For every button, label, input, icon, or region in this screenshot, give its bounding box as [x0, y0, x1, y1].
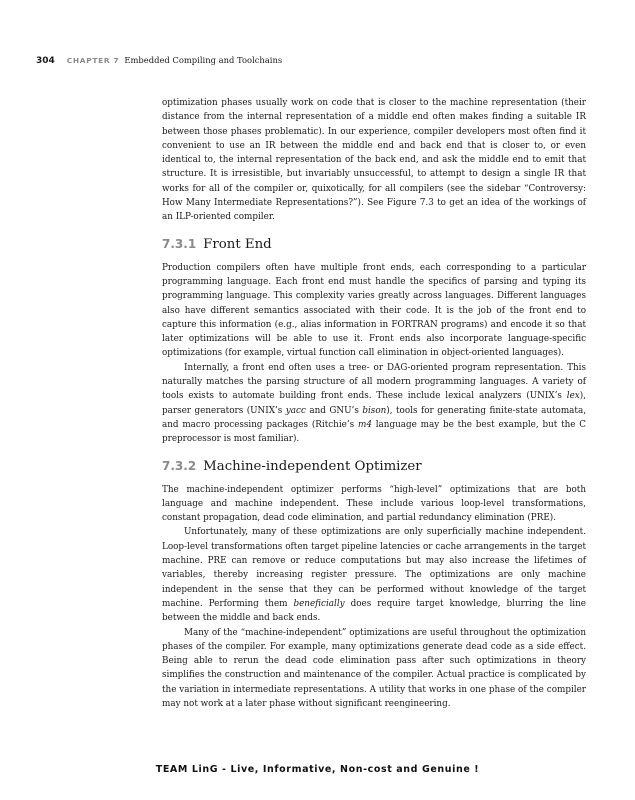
- chapter-label: CHAPTER 7: [66, 56, 120, 65]
- section-heading-machine-independent-optimizer: [162, 458, 586, 475]
- section-heading-front-end: [162, 236, 586, 253]
- section-number: 7.3.2: [162, 458, 197, 473]
- intro-paragraph: optimization phases usually work on code that is closer to the machine representation (their distance from the internal representation of a middle end often makes finding a suitable IR between those phases problematic). In our experience, compiler developers most often find it convenient to use an IR between the middle end and back end that is closer to, or even identical to, the internal representation of the back end, and ask the middle end to emit that structure. It is irresistible, but invariably unsuccessful, to attempt to design a single IR that works for all of the compiler or, quixotically, for all compilers (see the sidebar “Controversy: How Many Intermediate Representations?”). See Figure 7.3 to get an idea of the workings of an ILP-oriented compiler.: [162, 98, 586, 223]
- running-head: [36, 54, 595, 67]
- front-end-paragraph-1: Production compilers often have multiple front ends, each corresponding to a particular programming language. Each front end must handle the specifics of parsing and typing its programming language. This complexity varies greatly across languages. Different languages also have different semantics associated with their code. It is the job of the front end to capture this information (e.g., alias information in FORTRAN programs) and encode it so that later optimizations will be able to use it. Front ends also incorporate language-specific optimizations (for example, virtual function call elimination in object-oriented languages).: [162, 262, 586, 359]
- page-number: 304: [36, 56, 55, 66]
- optimizer-paragraph-3: Many of the “machine-independent” optimizations are useful throughout the optimization phases of the compiler. For example, many optimizations generate dead code as a side effect. Being able to rerun the dead code elimination pass after such optimizations in theory simplifies the construction and maintenance of the compiler. Actual practice is complicated by the variation in intermediate representations. A utility that works in one phase of the compiler may not work at a later phase without significant reengineering.: [162, 627, 586, 709]
- front-end-paragraph-2: Internally, a front end often uses a tree- or DAG-oriented program representation. This naturally matches the parsing structure of all modern programming languages. A variety of tools exists to automate building front ends. These include lexical analyzers (UNIX’s lex), parser generators (UNIX’s yacc and GNU’s bison), tools for generating finite-state automata, and macro processing packages (Ritchie’s m4 language may be the best example, but the C preprocessor is most familiar).: [162, 362, 587, 445]
- section-title: Machine-independent Optimizer: [203, 458, 422, 474]
- optimizer-paragraph-2: Unfortunately, many of these optimizations are only superficially machine independent. Loop-level transformations often target pipeline latencies or cache arrangements in the target machine. PRE can remove or reduce computations but may also increase the lifetimes of variables, thereby increasing register pressure. The optimizations are only machine independent in the sense that they can be performed without knowledge of the target machine. Performing them beneficially does require target knowledge, blurring the line between the middle and back ends.: [162, 527, 586, 624]
- optimizer-paragraph-1: The machine-independent optimizer performs “high-level” optimizations that are both language and machine independent. These include various loop-level transformations, constant propagation, dead code elimination, and partial redundancy elimination (PRE).: [162, 484, 586, 524]
- section-title: Front End: [203, 236, 272, 252]
- footer-watermark: TEAM LinG - Live, Informative, Non-cost and Genuine !: [155, 764, 480, 775]
- body-text: [162, 96, 586, 711]
- chapter-title: Embedded Compiling and Toolchains: [124, 55, 283, 65]
- section-number: 7.3.1: [162, 236, 197, 251]
